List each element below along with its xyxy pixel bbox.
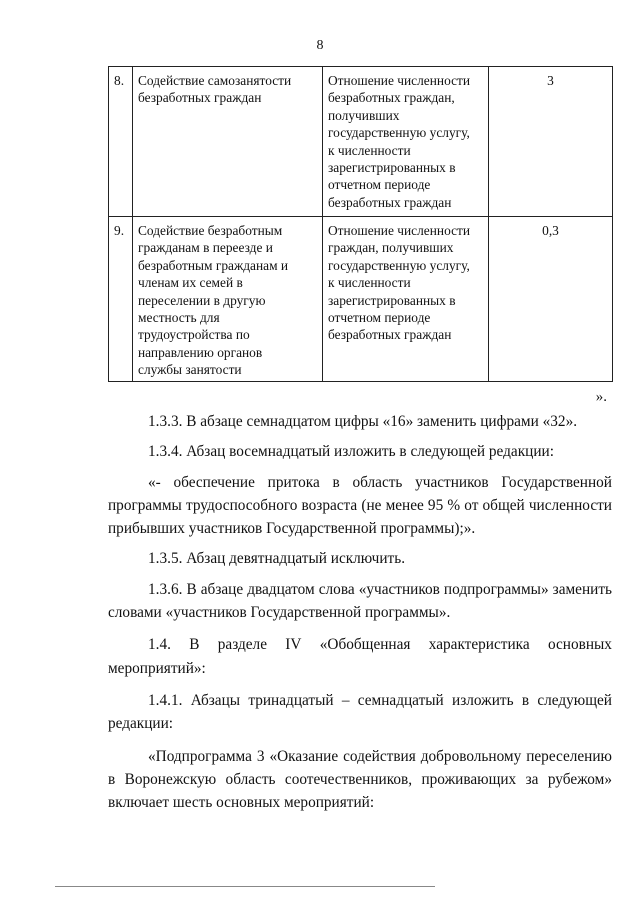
paragraph: 1.3.5. Абзац девятнадцатый исключить. [148, 550, 406, 568]
text-line: отчетном периоде [328, 310, 431, 326]
text-line: местность для [138, 310, 220, 326]
text-line: зарегистрированных в [328, 160, 456, 176]
footer-divider [55, 886, 435, 887]
word: В [189, 636, 200, 654]
table-row [109, 217, 613, 382]
text-line: Содействие самозанятости [138, 73, 292, 88]
paragraph-continuation: мероприятий»: [108, 659, 206, 677]
word: характеристика [428, 636, 530, 654]
table-row [109, 67, 613, 217]
text-line: направлению органов [138, 344, 263, 360]
text-line: безработных граждан [328, 194, 452, 210]
text-line: зарегистрированных в [328, 292, 456, 308]
text-line: безработных граждан [328, 327, 452, 343]
text-line: государственную услугу, [328, 125, 470, 141]
text-line: отчетном периоде [328, 177, 431, 193]
row-number: 9. [109, 217, 133, 382]
text-line: службы занятости [138, 362, 242, 378]
indicator-description [323, 67, 489, 217]
word: «Обобщенная [319, 636, 411, 654]
paragraph-first-line [108, 633, 612, 656]
document-body [108, 410, 612, 814]
paragraph: «Подпрограмма 3 «Оказание содействия добровольному переселению в Воронежскую область соотечественников, проживающих за рубежом» включает шесть основных мероприятий: [108, 747, 612, 812]
indicator-value: 0,3 [489, 217, 613, 382]
word: разделе [217, 636, 267, 654]
text-line: к численности [328, 142, 411, 158]
text-line: трудоустройства по [138, 327, 250, 343]
indicator-value: 3 [489, 67, 613, 217]
text-line: безработных граждан, [328, 90, 455, 106]
text-line: безработным гражданам и [138, 257, 289, 273]
word: 1.4. [148, 636, 171, 654]
paragraph: 1.3.6. В абзаце двадцатом слова «участников подпрограммы» заменить словами «участников Государственной программы». [108, 580, 612, 622]
text-line: Отношение численности [328, 73, 471, 88]
activity-name [133, 67, 323, 217]
row-number: 8. [109, 67, 133, 217]
activity-name [133, 217, 323, 382]
paragraph: 1.3.3. В абзаце семнадцатом цифры «16» заменить цифрами «32». [148, 413, 578, 430]
text-line: получивших [328, 107, 400, 123]
text-line: граждан, получивших [328, 240, 454, 256]
text-line: Содействие безработным [138, 223, 283, 238]
text-line: членам их семей в [138, 275, 243, 291]
word: основных [547, 636, 612, 654]
indicator-description [323, 217, 489, 382]
text-line: к численности [328, 275, 411, 291]
text-line: безработных граждан [138, 90, 262, 106]
text-line: Отношение численности [328, 223, 471, 238]
word: IV [285, 636, 302, 654]
page-number: 8 [316, 38, 324, 53]
text-line: гражданам в переезде и [138, 240, 273, 256]
closing-quote: ». [595, 389, 607, 405]
text-line: государственную услугу, [328, 257, 470, 273]
indicators-table [108, 66, 613, 382]
paragraph: 1.3.4. Абзац восемнадцатый изложить в следующей редакции: [148, 443, 554, 461]
paragraph: 1.4.1. Абзацы тринадцатый – семнадцатый изложить в следующей редакции: [108, 691, 612, 733]
paragraph: «- обеспечение притока в область участников Государственной программы трудоспособного возраста (не менее 95 % от общей численности прибывших участников Государственной программы);». [108, 473, 612, 538]
text-line: переселении в другую [138, 292, 266, 308]
